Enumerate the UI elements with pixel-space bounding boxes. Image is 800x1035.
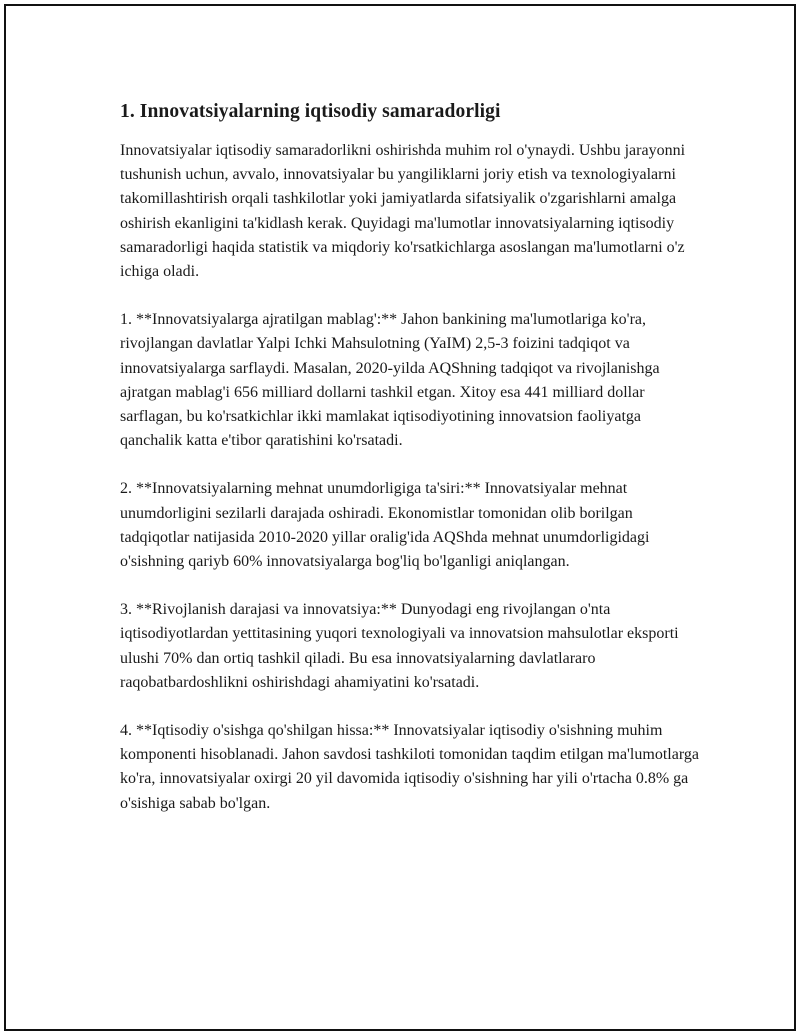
document-page bbox=[4, 4, 796, 1031]
point-4-paragraph: 4. **Iqtisodiy o'sishga qo'shilgan hissa:** Innovatsiyalar iqtisodiy o'sishning muhim komponenti hisoblanadi. Jahon savdosi tashkiloti tomonidan taqdim etilgan ma'lumotlarga ko'ra, innovatsiyalar oxirgi 20 yil davomida iqtisodiy o'sishning har yili o'rtacha 0.8% ga o'sishiga sabab bo'lgan. bbox=[120, 722, 699, 812]
point-2-paragraph: 2. **Innovatsiyalarning mehnat unumdorligiga ta'siri:** Innovatsiyalar mehnat unumdorligini sezilarli darajada oshiradi. Ekonomistlar tomonidan olib borilgan tadqiqotlar natijasida 2010-2020 yillar oralig'ida AQShda mehnat unumdorligidagi o'sishning qariyb 60% innovatsiyalarga bog'liq bo'lganligi aniqlangan. bbox=[120, 480, 650, 571]
intro-paragraph: Innovatsiyalar iqtisodiy samaradorlikni oshirishda muhim rol o'ynaydi. Ushbu jarayonni tushunish uchun, avvalo, innovatsiyalar bu yangiliklarni joriy etish va texnologiyalarni takomillashtirish orqali tashkilotlar yoki jamiyatlarda sifatsiyalik o'zgarishlarni amalga oshirish ekanligini ta'kidlash kerak. Quyidagi ma'lumotlar innovatsiyalarning iqtisodiy samaradorligi haqida statistik va miqdoriy ko'rsatkichlarga asoslangan ma'lumotlarni o'z ichiga oladi. bbox=[120, 142, 686, 281]
point-1-paragraph: 1. **Innovatsiyalarga ajratilgan mablag':** Jahon bankining ma'lumotlariga ko'ra, rivojlangan davlatlar Yalpi Ichki Mahsulotning (YaIM) 2,5-3 foizini tadqiqot va innovatsiyalarga sarflaydi. Masalan, 2020-yilda AQShning tadqiqot va rivojlanishga ajratgan mablag'i 656 milliard dollarni tashkil etgan. Xitoy esa 441 milliard dollar sarflagan, bu ko'rsatkichlar ikki mamlakat iqtisodiyotining innovatsion faoliyatga qanchalik katta e'tibor qaratishini ko'rsatadi. bbox=[120, 311, 660, 450]
section-heading: 1. Innovatsiyalarning iqtisodiy samaradorligi bbox=[120, 101, 501, 122]
point-3-paragraph: 3. **Rivojlanish darajasi va innovatsiya:** Dunyodagi eng rivojlangan o'nta iqtisodiyotlardan yettitasining yuqori texnologiyali va innovatsion mahsulotlar eksporti ulushi 70% dan ortiq tashkil qiladi. Bu esa innovatsiyalarning davlatlararo raqobatbardoshlikni oshirishdagi ahamiyatini ko'rsatadi. bbox=[120, 601, 679, 691]
document-body bbox=[120, 99, 700, 840]
